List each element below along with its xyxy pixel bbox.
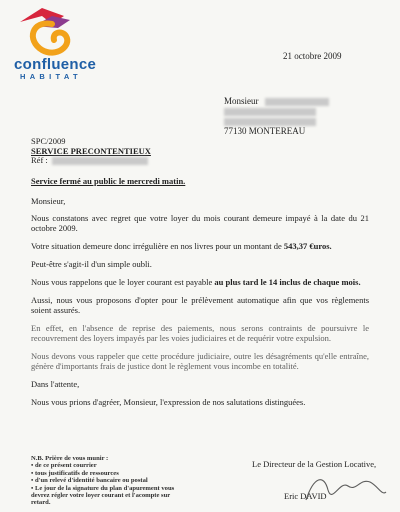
redacted-name xyxy=(265,98,329,106)
paragraph-6: En effet, en l'absence de reprise des paiements, nous serons contraints de poursuivre le recouvrement des loyers impayés par les voies judiciaires et de requérir votre expulsion. xyxy=(31,323,369,343)
paragraph-7: Nous devons vous rappeler que cette procédure judiciaire, outre les désagréments qu'elle entraîne, génère d'importants frais de justice dont le règlement vous incombe en totalité. xyxy=(31,351,369,371)
paragraph-9: Nous vous prions d'agréer, Monsieur, l'expression de nos salutations distinguées. xyxy=(31,397,306,407)
nb-title: N.B. Prière de vous munir : xyxy=(31,455,109,462)
signature-title: Le Directeur de la Gestion Locative, xyxy=(252,459,377,469)
paragraph-4-text: Nous vous rappelons que le loyer courant est payable xyxy=(31,277,215,287)
redacted-street xyxy=(224,108,316,116)
reference-code: SPC/2009 xyxy=(31,136,66,146)
signatory-name: Eric DAVID xyxy=(284,491,327,501)
greeting: Monsieur, xyxy=(31,196,66,206)
paragraph-2-text: Votre situation demeure donc irrégulière en nos livres pour un montant de xyxy=(31,241,284,251)
nb-block xyxy=(31,455,174,507)
payment-deadline: au plus tard le 14 inclus de chaque mois. xyxy=(214,277,361,287)
nb-item: devrez régler votre loyer courant et l'acompte sur xyxy=(31,492,171,500)
paragraph-4 xyxy=(31,277,369,287)
handwritten-signature xyxy=(300,470,390,508)
nb-item: • de ce présent courrier xyxy=(31,462,97,470)
nb-item: • Le jour de la signature du plan d'apurement vous xyxy=(31,484,175,492)
reference-label: Réf : xyxy=(31,155,48,165)
nb-item: retard. xyxy=(31,499,51,507)
letter-body xyxy=(31,196,369,415)
redacted-reference xyxy=(52,157,148,165)
logo-subtitle: HABITAT xyxy=(20,72,82,81)
paragraph-2 xyxy=(31,241,369,251)
redacted-street-2 xyxy=(224,118,316,126)
amount-due: 543,37 xyxy=(283,241,308,251)
reference-block xyxy=(31,137,151,166)
service-title: SERVICE PRECONTENTIEUX xyxy=(31,145,151,156)
logo-name: confluence xyxy=(14,56,97,73)
recipient-city: 77130 MONTEREAU xyxy=(224,126,306,136)
letter-date: 21 octobre 2009 xyxy=(283,51,342,61)
paragraph-1: Nous constatons avec regret que votre loyer du mois courant demeure impayé à la date du 21 octobre 2009. xyxy=(31,213,369,233)
recipient-line-2 xyxy=(224,106,329,116)
recipient-line-3 xyxy=(224,116,329,126)
paragraph-3: Peut-être s'agit-il d'un simple oubli. xyxy=(31,259,152,269)
recipient-line-1 xyxy=(224,96,329,106)
paragraph-5: Aussi, nous vous proposons d'opter pour le prélèvement automatique afin que vos règlements soient assurés. xyxy=(31,295,369,315)
logo-swirl-orange xyxy=(33,23,67,52)
amount-unit: €uros. xyxy=(307,241,332,251)
nb-item: • d'un relevé d'identité bancaire ou postal xyxy=(31,477,148,485)
closure-notice: Service fermé au public le mercredi matin. xyxy=(31,176,186,186)
recipient-salutation: Monsieur xyxy=(224,96,259,106)
paragraph-8: Dans l'attente, xyxy=(31,379,80,389)
recipient-address xyxy=(224,96,329,136)
logo-wordmark xyxy=(14,57,96,81)
reference-line xyxy=(31,156,151,166)
nb-item: • tous justificatifs de ressources xyxy=(31,469,119,477)
